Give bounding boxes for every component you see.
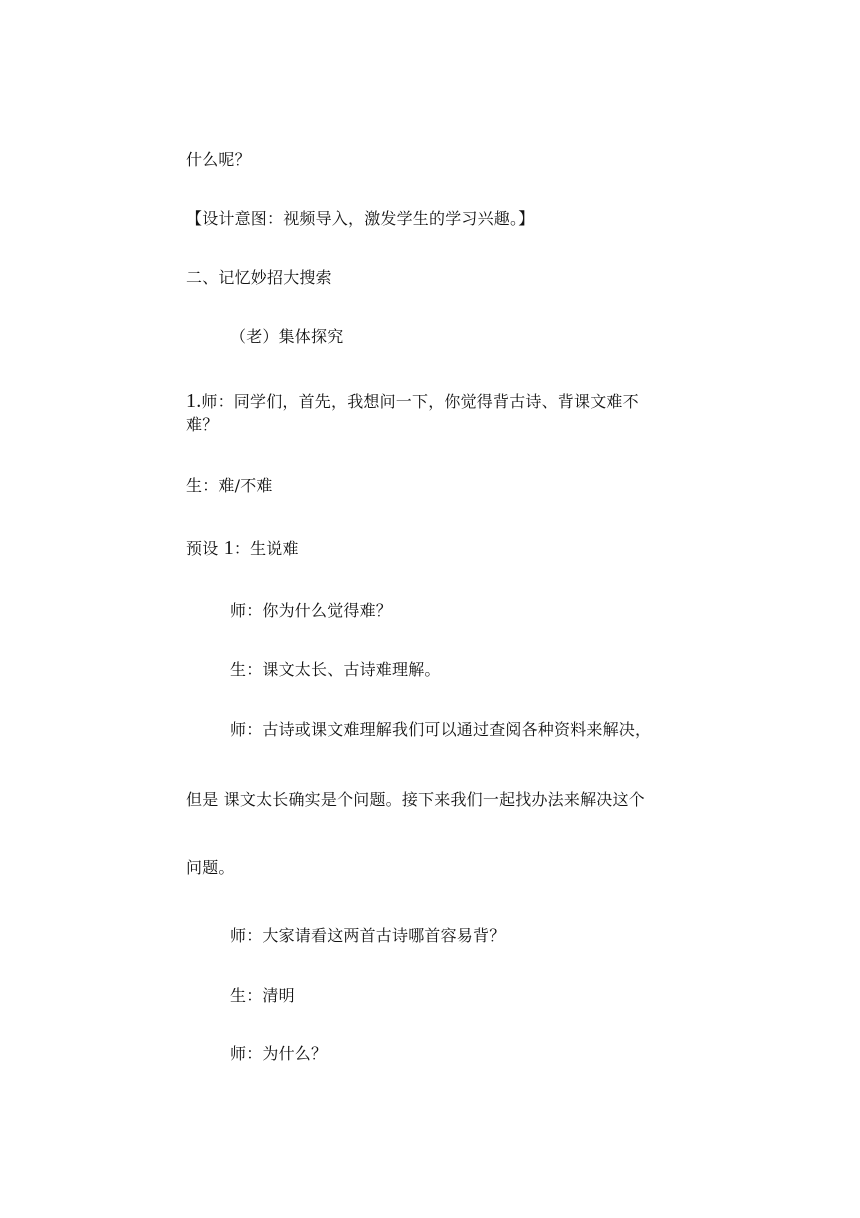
paragraph: 但是 课文太长确实是个问题。接下来我们一起找办法来解决这个 — [186, 790, 645, 809]
paragraph-text: 师：同学们，首先，我想问一下，你觉得背古诗、背课文难不 — [201, 392, 639, 411]
paragraph — [186, 390, 639, 413]
list-number: 1. — [186, 390, 202, 412]
dialogue-line: 生：课文太长、古诗难理解。 — [230, 660, 441, 679]
subsection-heading: （老）集体探究 — [230, 327, 344, 346]
dialogue-line: 师：古诗或课文难理解我们可以通过查阅各种资料来解决， — [230, 720, 652, 739]
preset-label: 预设 — [186, 539, 224, 558]
paragraph-text: ：生说难 — [233, 539, 299, 558]
paragraph: 生：难/不难 — [186, 476, 273, 495]
paragraph: 难？ — [186, 415, 219, 434]
section-heading: 二、记忆妙招大搜索 — [186, 268, 332, 287]
dialogue-line: 生：清明 — [230, 986, 295, 1005]
dialogue-line: 师：为什么？ — [230, 1044, 328, 1063]
dialogue-line: 师：你为什么觉得难？ — [230, 601, 393, 620]
design-intent-note: 【设计意图：视频导入，激发学生的学习兴趣。】 — [186, 209, 535, 228]
paragraph: 什么呢？ — [186, 150, 251, 169]
dialogue-line: 师：大家请看这两首古诗哪首容易背？ — [230, 926, 506, 945]
preset-number: 1 — [223, 537, 234, 559]
paragraph: 问题。 — [186, 858, 235, 877]
paragraph — [186, 537, 299, 560]
